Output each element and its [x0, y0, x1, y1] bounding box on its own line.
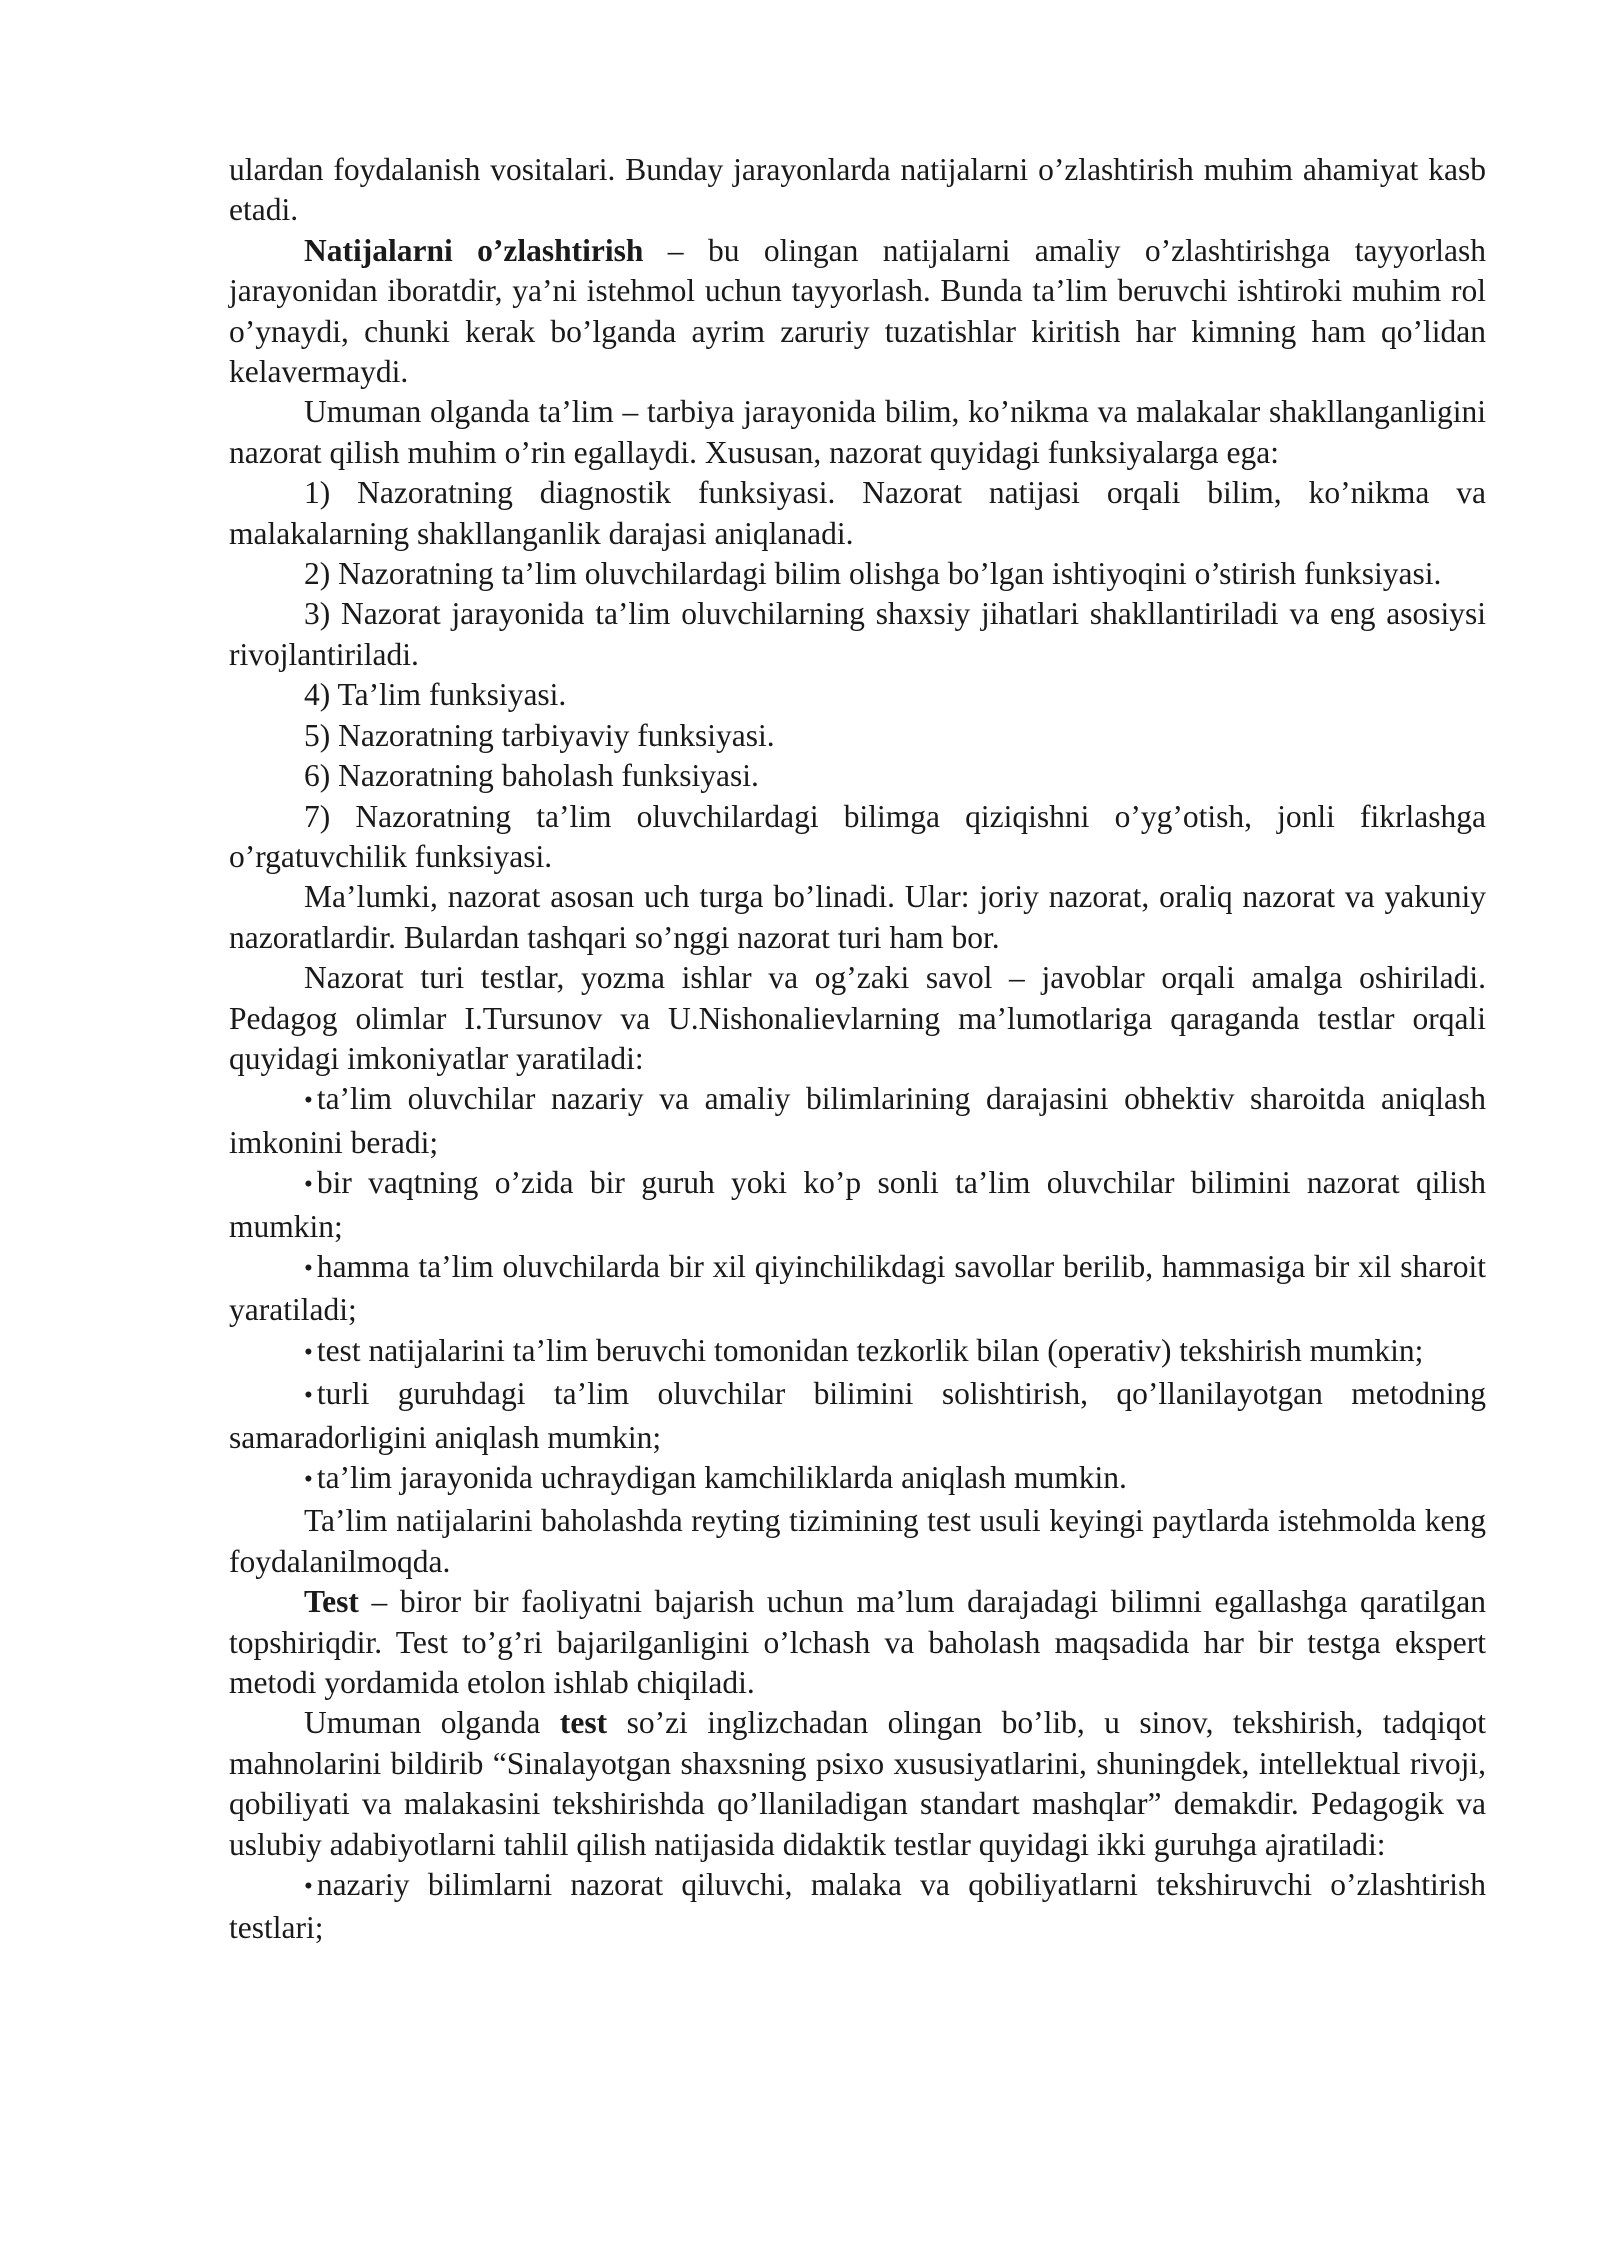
bullet-item-7: • nazariy bilimlarni nazorat qiluvchi, malaka va qobiliyatlarni tekshiruvchi o’zlashtirish testlari; — [229, 1867, 1486, 1946]
bullet-item-5: • turli guruhdagi ta’lim oluvchilar bilimini solishtirish, qo’llanilayotgan metodning samaradorligini aniqlash mumkin; — [229, 1376, 1486, 1455]
bullet-icon: • — [304, 1087, 313, 1115]
bullet-item-4: • test natijalarini ta’lim beruvchi tomonidan tezkorlik bilan (operativ) tekshirish mumkin; — [304, 1332, 1424, 1368]
list-item-function-4: 4) Ta’lim funksiyasi. — [304, 677, 567, 713]
bullet-item-1: • ta’lim oluvchilar nazariy va amaliy bilimlarining darajasini obhektiv sharoitda aniqlash imkonini beradi; — [229, 1081, 1486, 1160]
paragraph-test-etymology: Umuman olganda test so’zi inglizchadan olingan bo’lib, u sinov, tekshirish, tadqiqot mahnolarini bildirib “Sinalayotgan shaxsning psixo xususiyatlarini, shuningdek, intellektual rivoji, qobiliyati va malakasini tekshirishda qo’llaniladigan standart mashqlar” demakdir. Pedagogik va uslubiy adabiyotlarni tahlil qilish natijasida didaktik testlar quyidagi ikki guruhga ajratiladi: — [229, 1705, 1486, 1862]
list-item-function-7: 7) Nazoratning ta’lim oluvchilardagi bilimga qiziqishni o’yg’otish, jonli fikrlashga o’rgatuvchilik funksiyasi. — [229, 798, 1486, 874]
bullet-item-3: • hamma ta’lim oluvchilarda bir xil qiyinchilikdagi savollar berilib, hammasiga bir xil sharoit yaratiladi; — [229, 1248, 1486, 1328]
bullet-icon: • — [304, 1873, 313, 1901]
paragraph-test-definition: Test – biror bir faoliyatni bajarish uchun ma’lum darajadagi bilimni egallashga qaratilgan topshiriqdir. Test to’g’ri bajarilganligini o’lchash va baholash maqsadida har bir testga ekspert metodi yordamida etolon ishlab chiqiladi. — [229, 1584, 1486, 1701]
list-item-function-2: 2) Nazoratning ta’lim oluvchilardagi bilim olishga bo’lgan ishtiyoqini o’stirish funksiyasi. — [304, 556, 1442, 592]
paragraph-rating-system: Ta’lim natijalarini baholashda reyting tizimining test usuli keyingi paytlarda istehmolda keng foydalanilmoqda. — [229, 1503, 1486, 1579]
list-item-function-3: 3) Nazorat jarayonida ta’lim oluvchilarning shaxsiy jihatlari shakllantiriladi va eng asosiysi rivojlantiriladi. — [229, 596, 1486, 672]
paragraph-test-possibilities: Nazorat turi testlar, yozma ishlar va og’zaki savol – javoblar orqali amalga oshiriladi. Pedagog olimlar I.Tursunov va U.Nishonalievlarning ma’lumotlariga qaraganda testlar orqali quyidagi imkoniyatlar yaratiladi: — [229, 960, 1486, 1076]
paragraph-definition-results: Natijalarni o’zlashtirish – bu olingan natijalarni amaliy o’zlashtirishga tayyorlash jarayonidan iboratdir, ya’ni istehmol uchun tayyorlash. Bunda ta’lim beruvchi ishtiroki muhim rol o’ynaydi, chunki kerak bo’lganda ayrim zaruriy tuzatishlar kiritish har kimning ham qo’lidan kelavermaydi. — [229, 232, 1486, 390]
bullet-icon: • — [304, 1254, 313, 1282]
bullet-icon: • — [304, 1466, 313, 1493]
list-item-function-6: 6) Nazoratning baholash funksiyasi. — [304, 758, 759, 794]
term-bold: Test — [304, 1584, 359, 1620]
paragraph-control-types: Ma’lumki, nazorat asosan uch turga bo’linadi. Ular: joriy nazorat, oraliq nazorat va yakuniy nazoratlardir. Bulardan tashqari so’nggi nazorat turi ham bor. — [229, 879, 1486, 955]
bullet-icon: • — [304, 1382, 313, 1410]
bullet-icon: • — [304, 1338, 313, 1366]
document-page — [229, 150, 1486, 1949]
paragraph-control-functions-intro: Umuman olganda ta’lim – tarbiya jarayonida bilim, ko’nikma va malakalar shakllanganligini nazorat qilish muhim o’rin egallaydi. Xususan, nazorat quyidagi funksiyalarga ega: — [229, 394, 1486, 470]
term-bold: test — [559, 1705, 608, 1741]
bullet-icon: • — [304, 1171, 313, 1199]
list-item-function-5: 5) Nazoratning tarbiyaviy funksiyasi. — [304, 717, 775, 753]
list-item-function-1: 1) Nazoratning diagnostik funksiyasi. Nazorat natijasi orqali bilim, ko’nikma va malakalarning shakllanganlik darajasi aniqlanadi. — [229, 475, 1486, 551]
term-bold: Natijalarni o’zlashtirish — [304, 232, 644, 268]
paragraph-intro-continuation: ulardan foydalanish vositalari. Bunday jarayonlarda natijalarni o’zlashtirish muhim ahamiyat kasb etadi. — [229, 152, 1486, 228]
bullet-item-6: • ta’lim jarayonida uchraydigan kamchiliklarda aniqlash mumkin. — [304, 1460, 1127, 1495]
bullet-item-2: • bir vaqtning o’zida bir guruh yoki ko’p sonli ta’lim oluvchilar bilimini nazorat qilish mumkin; — [229, 1165, 1486, 1244]
